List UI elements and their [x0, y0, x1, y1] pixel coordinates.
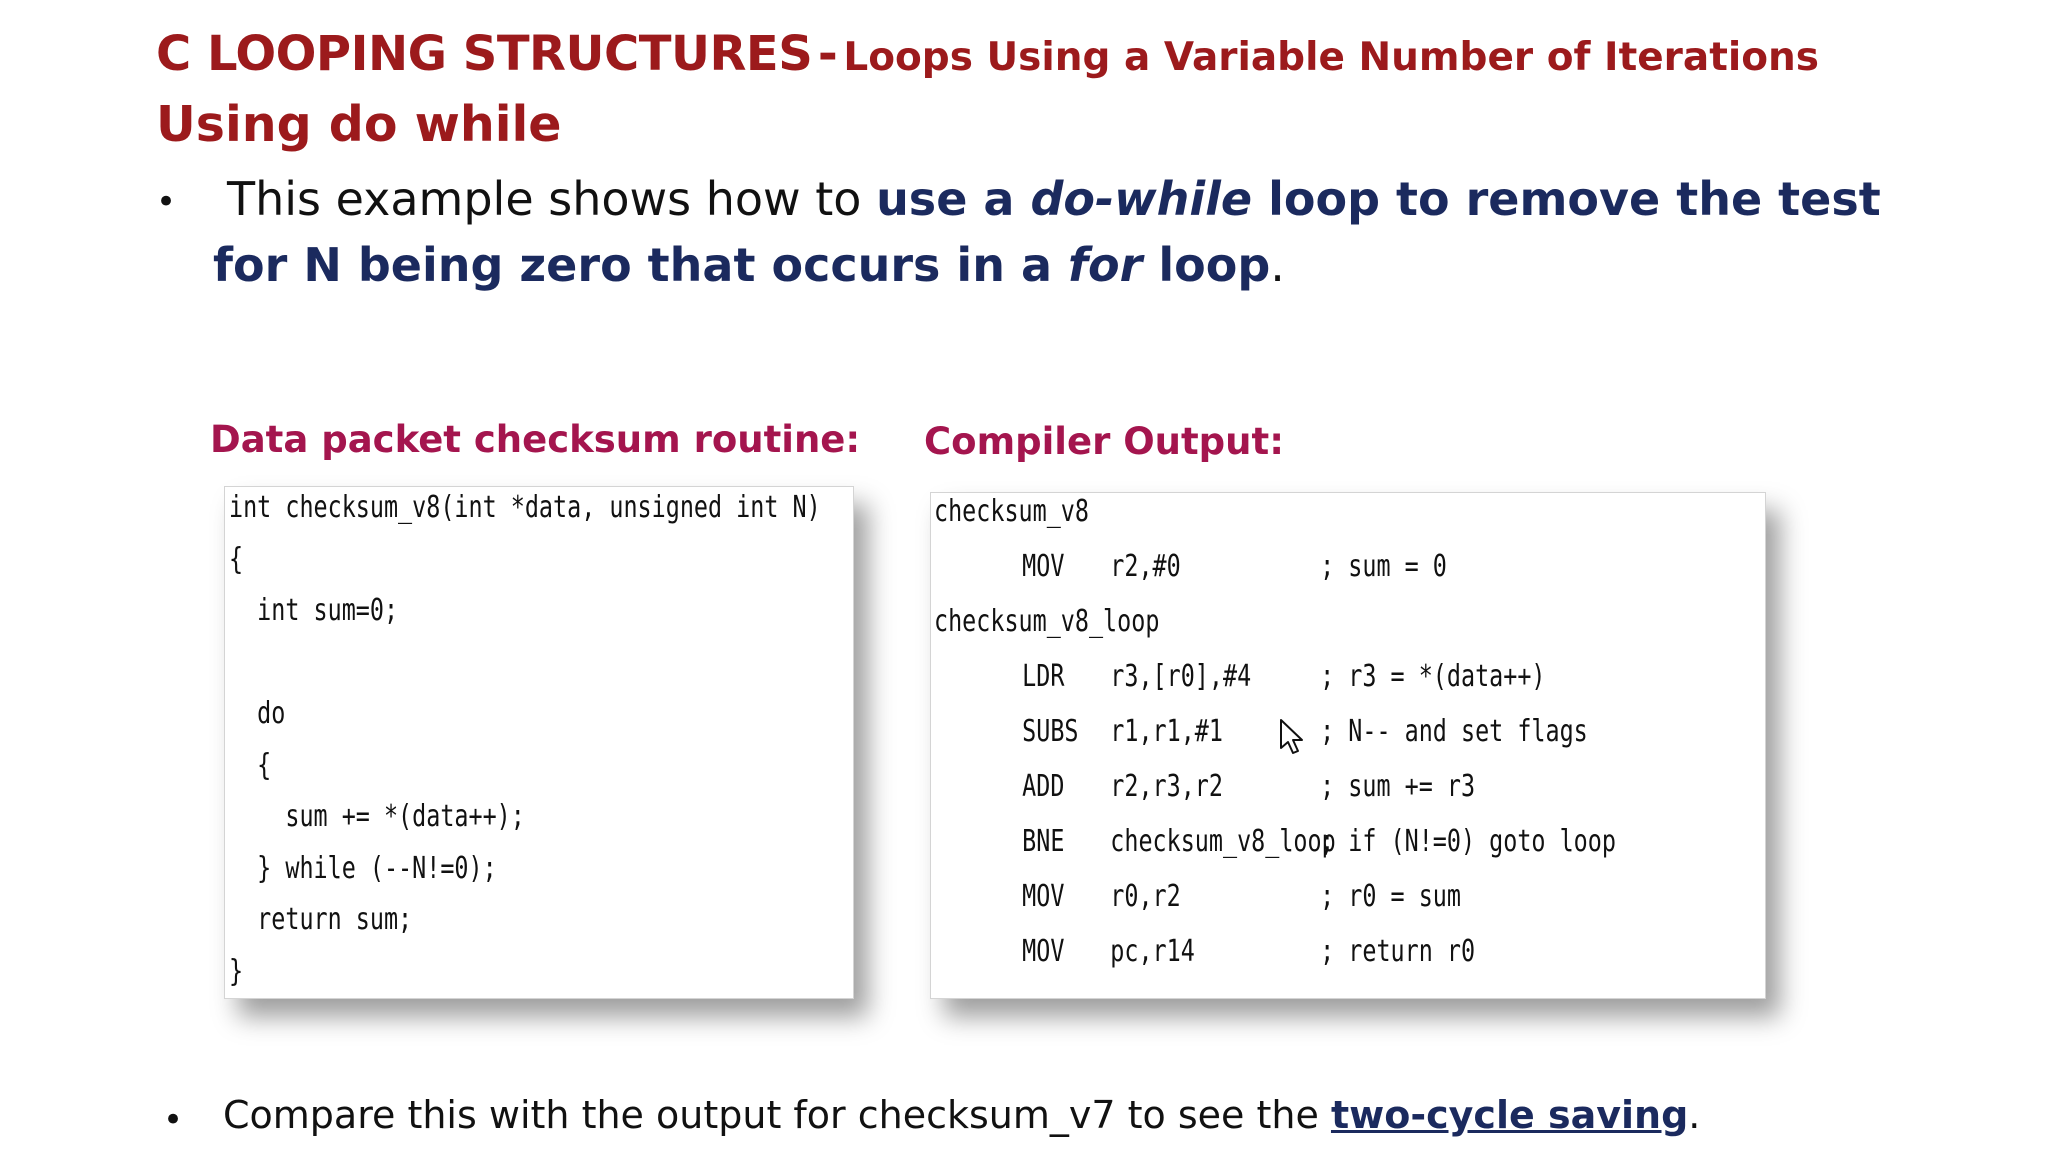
c-code-line: } while (--N!=0);: [229, 850, 497, 886]
two-cycle-saving-link[interactable]: two-cycle saving: [1330, 1093, 1689, 1137]
c-code-line: int checksum_v8(int *data, unsigned int N): [229, 490, 821, 525]
asm-comment: ; sum = 0: [1320, 549, 1447, 584]
asm-operands: r2,r3,r2: [1110, 769, 1223, 804]
bullet-marker-2: •: [163, 1100, 184, 1140]
bullet1-text: This example shows how to: [227, 172, 877, 226]
bullet1-for: for: [1068, 238, 1143, 292]
asm-comment: ; sum += r3: [1320, 769, 1476, 804]
bullet-marker-1: •: [156, 182, 177, 222]
asm-comment: ; return r0: [1320, 934, 1476, 969]
asm-opcode: ADD: [1022, 769, 1065, 804]
asm-operands: r2,#0: [1110, 549, 1181, 584]
asm-operands: r3,[r0],#4: [1110, 659, 1252, 694]
asm-code-box: [930, 492, 1766, 999]
asm-operands: r1,r1,#1: [1110, 714, 1223, 749]
asm-opcode: MOV: [1022, 879, 1065, 914]
compiler-output-label: Compiler Output:: [924, 420, 1284, 463]
asm-comment: ; N-- and set flags: [1320, 714, 1588, 749]
bullet1-highlight: use a: [876, 172, 1031, 226]
bullet2: [223, 1093, 1700, 1137]
bullet1-line2: [213, 238, 1285, 292]
bullet1-period: .: [1270, 238, 1285, 292]
asm-operands: pc,r14: [1110, 934, 1195, 969]
title-main: C LOOPING STRUCTURES: [156, 26, 813, 82]
c-code-line: {: [229, 541, 244, 577]
mouse-cursor-icon: [1278, 718, 1308, 756]
bullet2-text: Compare this with the output for checksum_v7 to see the: [223, 1093, 1331, 1137]
asm-opcode: MOV: [1022, 549, 1065, 584]
bullet1-line1: [227, 172, 1881, 226]
bullet1-highlight-3: for N being zero that occurs in a: [213, 238, 1069, 292]
asm-operands: r0,r2: [1110, 879, 1181, 914]
bullet2-period: .: [1688, 1093, 1701, 1137]
asm-opcode: LDR: [1022, 659, 1065, 694]
slide-title: [156, 26, 1819, 82]
c-code-box: [224, 486, 854, 999]
c-code-line: {: [229, 747, 272, 783]
asm-opcode: MOV: [1022, 934, 1065, 969]
slide-subtitle: Using do while: [156, 96, 562, 153]
asm-comment: ; r3 = *(data++): [1320, 659, 1546, 694]
bullet1-do-while: do-while: [1030, 172, 1253, 226]
c-code-line: return sum;: [229, 902, 413, 937]
bullet1-highlight-4: loop: [1142, 238, 1271, 292]
asm-comment: ; if (N!=0) goto loop: [1320, 824, 1616, 859]
bullet1-highlight-2: loop to remove the test: [1252, 172, 1881, 226]
c-code-line: do: [229, 696, 286, 731]
asm-opcode: BNE: [1022, 824, 1065, 859]
c-code-label: Data packet checksum routine:: [210, 418, 861, 461]
c-code-line: sum += *(data++);: [229, 799, 525, 834]
c-code-line: }: [229, 953, 244, 989]
title-sub: Loops Using a Variable Number of Iterations: [843, 35, 1819, 80]
asm-operands: checksum_v8_loop: [1110, 824, 1336, 859]
asm-label: checksum_v8: [934, 494, 1089, 529]
asm-comment: ; r0 = sum: [1320, 879, 1461, 914]
asm-label: checksum_v8_loop: [934, 604, 1160, 639]
title-separator: -: [817, 26, 838, 82]
asm-opcode: SUBS: [1022, 714, 1079, 749]
c-code-line: int sum=0;: [229, 593, 399, 628]
